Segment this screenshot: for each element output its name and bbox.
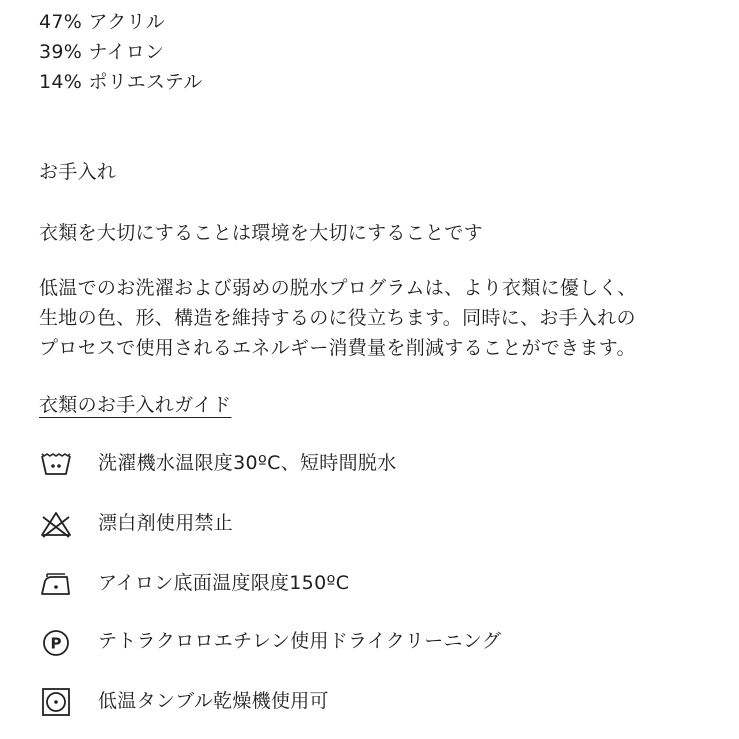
care-instruction-tumble-dry xyxy=(39,685,719,721)
composition-line-polyester: 14% ポリエステル xyxy=(39,71,203,93)
tumble-dry-low-icon xyxy=(39,685,73,721)
care-instruction-bleach xyxy=(39,507,719,543)
dry-clean-p-icon xyxy=(39,625,73,661)
care-instruction-label: 低温タンブル乾燥機使用可 xyxy=(98,690,329,712)
care-guide-link[interactable]: 衣類のお手入れガイド xyxy=(39,394,232,416)
care-instruction-label: 漂白剤使用禁止 xyxy=(98,512,234,534)
care-instruction-label: テトラクロロエチレン使用ドライクリーニング xyxy=(98,630,502,652)
care-paragraph-line-3: プロセスで使用されるエネルギー消費量を削減することができます。 xyxy=(39,337,636,359)
care-heading: お手入れ xyxy=(39,161,117,183)
care-paragraph-line-1: 低温でのお洗濯および弱めの脱水プログラムは、より衣類に優しく、 xyxy=(39,277,637,299)
care-subheading: 衣類を大切にすることは環境を大切にすることです xyxy=(39,222,483,244)
care-instruction-dryclean xyxy=(39,625,719,661)
care-paragraph-line-2: 生地の色、形、構造を維持するのに役立ちます。同時に、お手入れの xyxy=(39,307,636,329)
care-instruction-wash xyxy=(39,447,719,483)
composition-line-nylon: 39% ナイロン xyxy=(39,41,165,63)
no-bleach-icon xyxy=(39,507,73,543)
care-instruction-label: 洗濯機水温限度30ºC、短時間脱水 xyxy=(98,452,397,474)
care-instruction-iron xyxy=(39,567,719,603)
composition-line-acrylic: 47% アクリル xyxy=(39,11,166,33)
care-instruction-label: アイロン底面温度限度150ºC xyxy=(98,572,350,594)
wash-30-tub-icon xyxy=(39,447,73,483)
svg-text:P: P xyxy=(50,634,62,653)
iron-low-icon xyxy=(39,567,73,603)
